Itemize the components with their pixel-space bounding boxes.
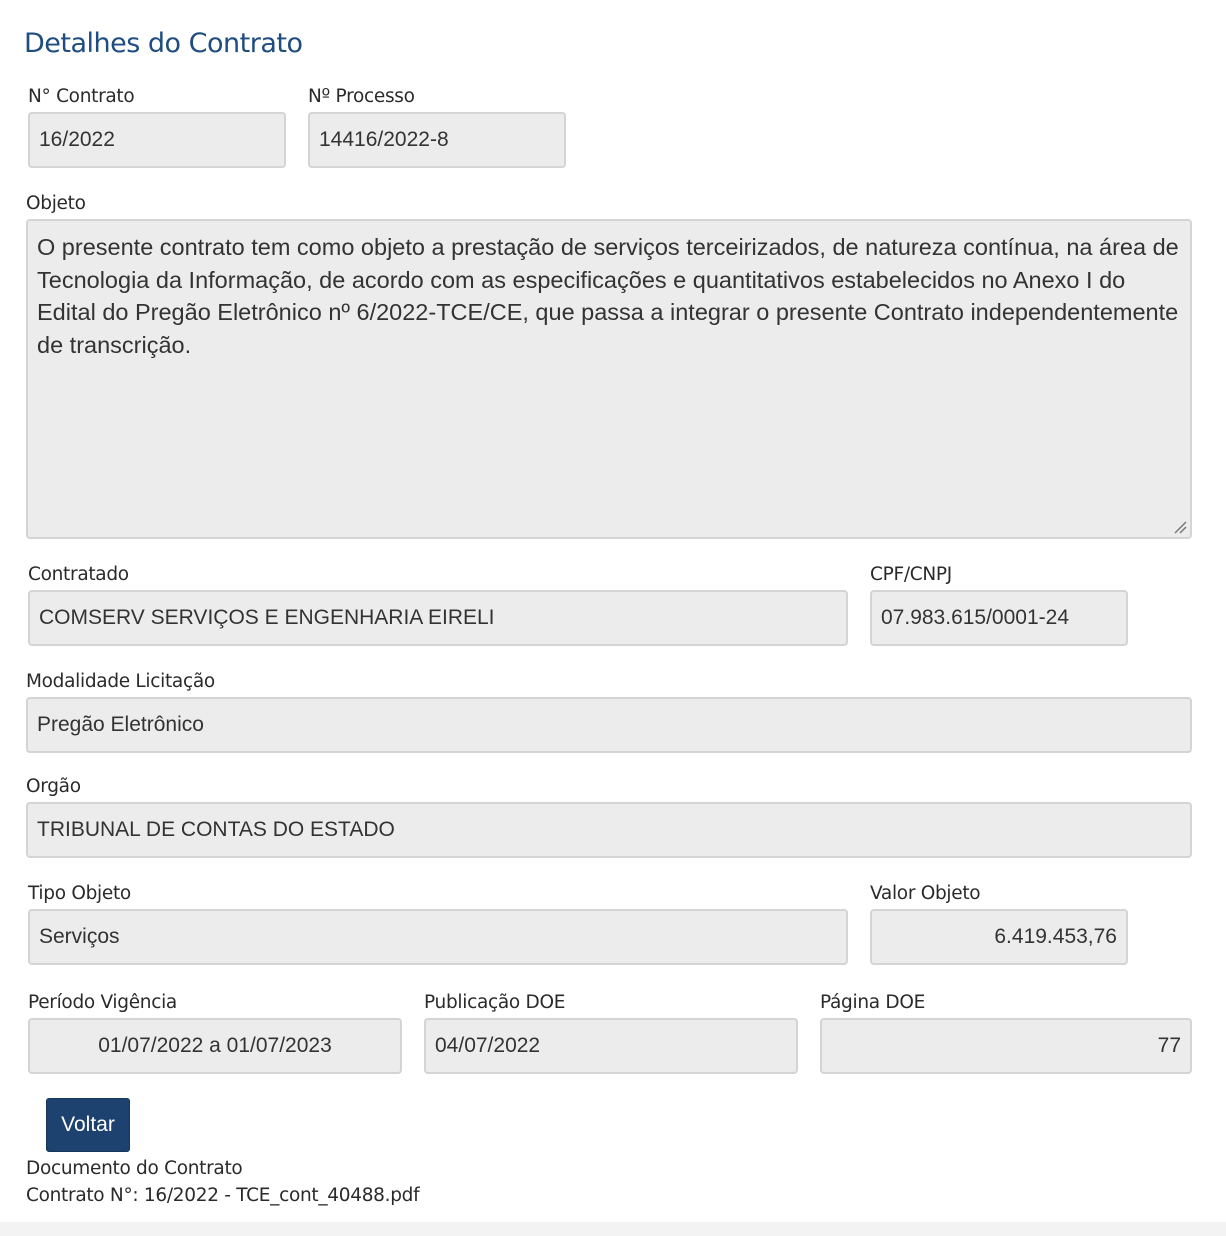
periodo-vigencia-field[interactable]: 01/07/2022 a 01/07/2023 [28,1018,402,1074]
contratado-label: Contratado [28,564,129,585]
orgao-label: Orgão [26,776,81,797]
resize-handle-icon[interactable] [1173,520,1187,534]
valor-objeto-label: Valor Objeto [870,883,981,904]
tipo-objeto-field[interactable]: Serviços [28,909,848,965]
page-title: Detalhes do Contrato [24,28,303,60]
voltar-button[interactable]: Voltar [46,1098,130,1152]
orgao-field[interactable]: TRIBUNAL DE CONTAS DO ESTADO [26,802,1192,858]
objeto-text: O presente contrato tem como objeto a prestação de serviços terceirizados, de natureza contínua, na área de Tecnologia da Informação, de acordo com as especificações e quantitativos estabelecidos no Anexo I do Edital do Pregão Eletrônico nº 6/2022-TCE/CE, que passa a integrar o presente Contrato independentemente de transcrição. [37,234,1179,358]
processo-field[interactable]: 14416/2022-8 [308,112,566,168]
bottom-bar [0,1222,1226,1236]
modalidade-label: Modalidade Licitação [26,671,215,692]
contrato-field[interactable]: 16/2022 [28,112,286,168]
contratado-field[interactable]: COMSERV SERVIÇOS E ENGENHARIA EIRELI [28,590,848,646]
pagina-doe-label: Página DOE [820,992,925,1013]
publicacao-doe-label: Publicação DOE [424,992,566,1013]
periodo-vigencia-label: Período Vigência [28,992,177,1013]
contrato-label: N° Contrato [28,86,135,107]
processo-label: Nº Processo [308,86,415,107]
cpf-cnpj-field[interactable]: 07.983.615/0001-24 [870,590,1128,646]
documento-heading: Documento do Contrato [26,1158,243,1179]
valor-objeto-field[interactable]: 6.419.453,76 [870,909,1128,965]
tipo-objeto-label: Tipo Objeto [28,883,131,904]
pagina-doe-field[interactable]: 77 [820,1018,1192,1074]
cpf-cnpj-label: CPF/CNPJ [870,564,952,585]
documento-link[interactable]: Contrato N°: 16/2022 - TCE_cont_40488.pdf [26,1185,420,1206]
objeto-label: Objeto [26,193,86,214]
objeto-textarea[interactable] [26,219,1192,539]
publicacao-doe-field[interactable]: 04/07/2022 [424,1018,798,1074]
modalidade-field[interactable]: Pregão Eletrônico [26,697,1192,753]
